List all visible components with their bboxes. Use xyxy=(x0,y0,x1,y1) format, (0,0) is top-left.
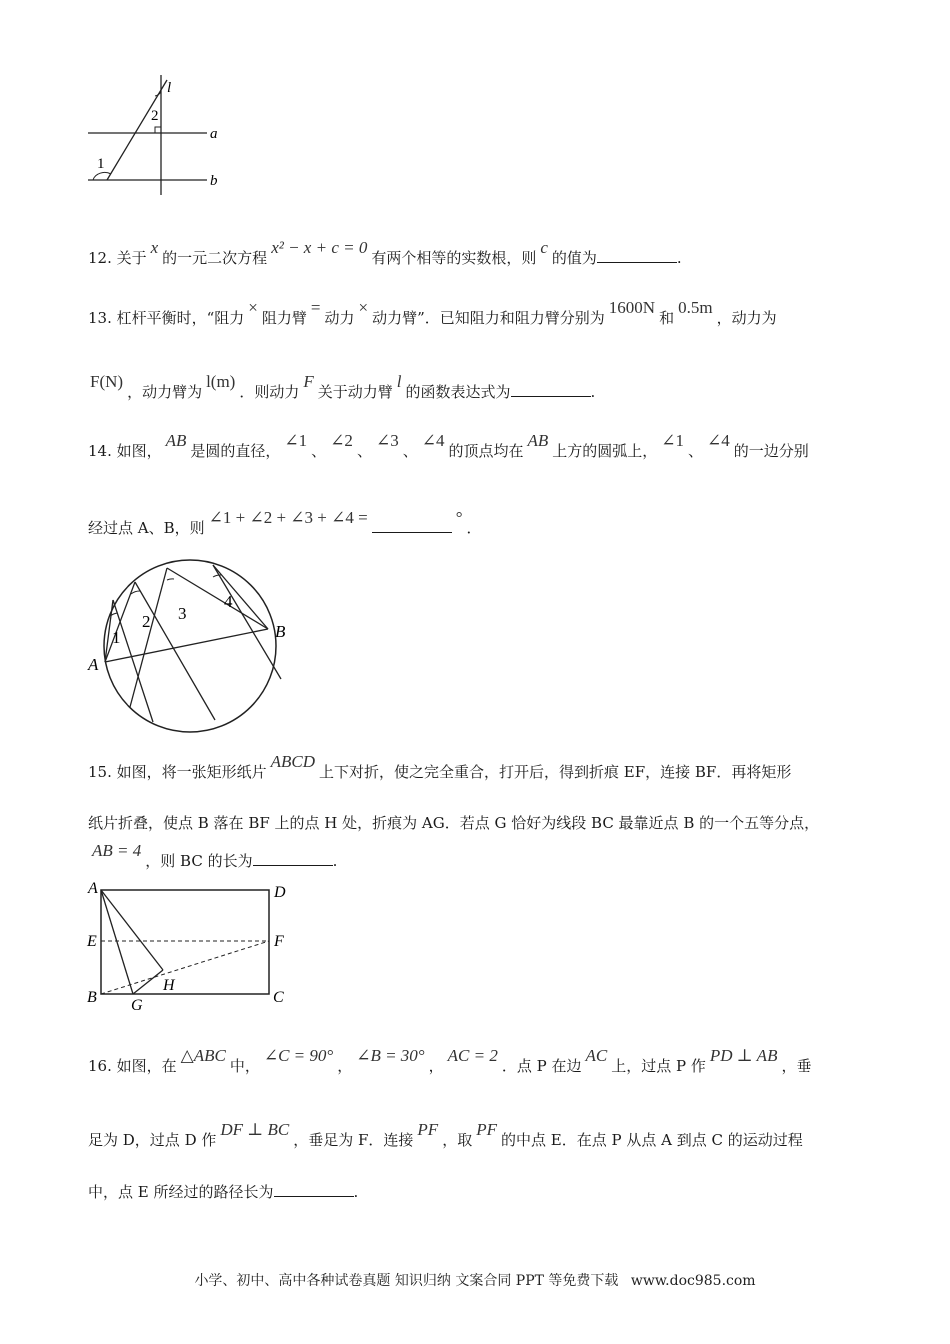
label-H: H xyxy=(163,977,175,994)
question-13-line2: F(N)，动力臂为l(m)．则动力F关于动力臂l的函数表达式为 . xyxy=(90,372,596,401)
label-a: a xyxy=(210,126,218,142)
answer-blank xyxy=(597,248,677,263)
question-15-line2: 纸片折叠，使点 B 落在 BF 上的点 H 处，折痕为 AG．若点 G 恰好为线段 BC 最靠近点 B 的一个五等分点， xyxy=(88,814,820,832)
question-14-line1: 14. 如图，AB是圆的直径，∠1、∠2、∠3、∠4的顶点均在AB上方的圆弧上，∠1、∠4的一边分别 xyxy=(88,431,809,460)
answer-blank xyxy=(511,382,591,397)
question-16-line3: 中，点 E 所经过的路径长为 . xyxy=(88,1183,359,1201)
question-15-line3: AB = 4，则 BC 的长为 . xyxy=(92,841,338,870)
label-D: D xyxy=(274,884,286,901)
question-14-line2: 经过点 A、B，则∠1 + ∠2 + ∠3 + ∠4 = °． xyxy=(88,508,482,537)
label-1: 1 xyxy=(97,156,105,172)
answer-blank xyxy=(372,518,452,533)
figure-circle-angles xyxy=(85,558,305,736)
figure-rectangle-fold xyxy=(85,878,305,1013)
question-15-line1: 15. 如图，将一张矩形纸片ABCD上下对折，使之完全重合，打开后，得到折痕 EF，连接 BF．再将矩形 xyxy=(88,752,792,781)
label-A: A xyxy=(88,880,98,897)
label-B: B xyxy=(275,622,286,641)
label-G: G xyxy=(131,997,143,1013)
question-13-line1: 13. 杠杆平衡时，“阻力×阻力臂=动力×动力臂”．已知阻力和阻力臂分别为1600N和0.5m，动力为 xyxy=(88,298,777,327)
question-16-line2: 足为 D，过点 D 作DF ⊥ BC，垂足为 F．连接PF，取PF的中点 E．在点 P 从点 A 到点 C 的运动过程 xyxy=(88,1120,803,1149)
label-C: C xyxy=(273,989,284,1006)
label-A: A xyxy=(88,655,99,674)
label-2: 2 xyxy=(142,612,151,631)
answer-blank xyxy=(274,1182,354,1197)
label-b: b xyxy=(210,173,218,189)
footer-url[interactable]: www.doc985.com xyxy=(630,1273,756,1289)
label-F: F xyxy=(274,933,284,950)
label-1: 1 xyxy=(112,628,121,647)
footer-text: 小学、初中、高中各种试卷真题 知识归纳 文案合同 PPT 等免费下载 xyxy=(194,1273,619,1289)
question-12: 12. 关于x的一元二次方程x² − x + c = 0有两个相等的实数根，则c的值为 . xyxy=(88,238,682,267)
label-4: 4 xyxy=(224,592,233,611)
label-E: E xyxy=(87,933,97,950)
question-16-line1: 16. 如图，在△ABC中，∠C = 90°，∠B = 30°，AC = 2．点 P 在边AC上，过点 P 作PD ⊥ AB，垂 xyxy=(88,1046,812,1075)
label-B: B xyxy=(87,989,97,1006)
label-3: 3 xyxy=(178,604,187,623)
page-footer xyxy=(0,1270,950,1290)
label-2: 2 xyxy=(151,108,159,124)
figure-parallel-lines xyxy=(85,70,235,200)
answer-blank xyxy=(253,851,333,866)
label-l: l xyxy=(167,80,172,96)
